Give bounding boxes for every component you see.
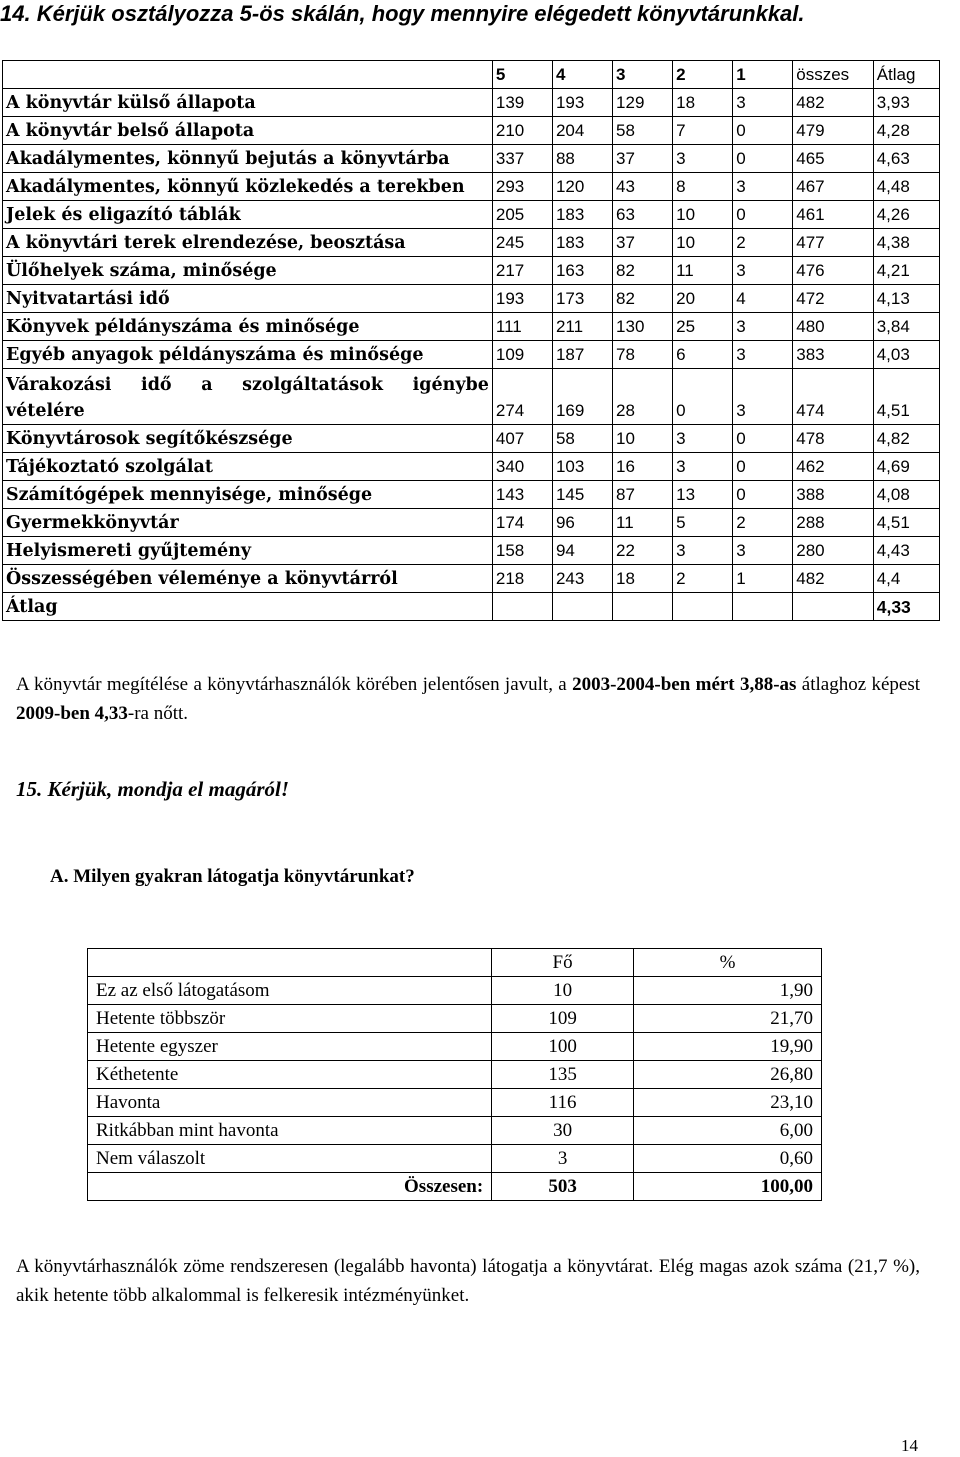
cell-value: 96 xyxy=(552,509,612,537)
frequency-count: 135 xyxy=(492,1061,634,1089)
column-header: Átlag xyxy=(873,61,939,89)
row-label-word: Várakozási xyxy=(6,375,112,395)
cell-value: 111 xyxy=(492,313,552,341)
cell-value: 18 xyxy=(613,565,673,593)
cell-value: 274 xyxy=(492,369,552,425)
cell-value: 18 xyxy=(673,89,733,117)
empty-cell xyxy=(733,593,793,621)
cell-value: 4,13 xyxy=(873,285,939,313)
cell-value: 210 xyxy=(492,117,552,145)
satisfaction-table-body xyxy=(3,61,940,621)
cell-value: 0 xyxy=(733,453,793,481)
cell-value: 37 xyxy=(613,145,673,173)
cell-value: 103 xyxy=(552,453,612,481)
cell-value: 1 xyxy=(733,565,793,593)
frequency-percent: 23,10 xyxy=(633,1089,821,1117)
row-label: Jelek és eligazító táblák xyxy=(3,201,493,229)
cell-value: 461 xyxy=(793,201,873,229)
frequency-paragraph: A könyvtárhasználók zöme rendszeresen (legalább havonta) látogatja a könyvtárat. Elég magas azok száma (21,7 %), akik hetente több alkalommal is felkeresik intézményünket. xyxy=(16,1256,920,1306)
cell-value: 2 xyxy=(733,229,793,257)
cell-value: 4,03 xyxy=(873,341,939,369)
cell-value: 211 xyxy=(552,313,612,341)
cell-value: 10 xyxy=(673,201,733,229)
cell-value: 383 xyxy=(793,341,873,369)
cell-value: 13 xyxy=(673,481,733,509)
question-14-heading: 14. Kérjük osztályozza 5-ös skálán, hogy mennyire elégedett könyvtárunkkal. xyxy=(0,1,805,26)
row-label: A könyvtár külső állapota xyxy=(3,89,493,117)
cell-value: 193 xyxy=(552,89,612,117)
cell-value: 337 xyxy=(492,145,552,173)
cell-value: 0 xyxy=(733,425,793,453)
cell-value: 158 xyxy=(492,537,552,565)
table-row xyxy=(3,229,940,257)
cell-value: 407 xyxy=(492,425,552,453)
frequency-label: Hetente egyszer xyxy=(88,1033,492,1061)
frequency-row xyxy=(88,977,822,1005)
table-row xyxy=(3,425,940,453)
frequency-percent: 0,60 xyxy=(633,1145,821,1173)
table-row xyxy=(3,341,940,369)
empty-cell xyxy=(673,593,733,621)
cell-value: 88 xyxy=(552,145,612,173)
header-fo: Fő xyxy=(492,949,634,977)
table-row xyxy=(3,145,940,173)
table-row xyxy=(3,285,940,313)
cell-value: 465 xyxy=(793,145,873,173)
cell-value: 476 xyxy=(793,257,873,285)
question-a-heading: A. Milyen gyakran látogatja könyvtárunkat? xyxy=(50,866,415,887)
cell-value: 3 xyxy=(673,145,733,173)
cell-value: 78 xyxy=(613,341,673,369)
column-header: 3 xyxy=(613,61,673,89)
cell-value: 482 xyxy=(793,89,873,117)
cell-value: 16 xyxy=(613,453,673,481)
frequency-label: Nem válaszolt xyxy=(88,1145,492,1173)
table-row xyxy=(3,117,940,145)
empty-cell xyxy=(613,593,673,621)
cell-value: 204 xyxy=(552,117,612,145)
row-label-line1 xyxy=(6,372,489,398)
cell-value: 218 xyxy=(492,565,552,593)
cell-value: 25 xyxy=(673,313,733,341)
table-row xyxy=(3,89,940,117)
table-row xyxy=(3,173,940,201)
column-header: összes xyxy=(793,61,873,89)
cell-value: 82 xyxy=(613,257,673,285)
cell-value: 3 xyxy=(733,313,793,341)
cell-value: 22 xyxy=(613,537,673,565)
cell-value: 472 xyxy=(793,285,873,313)
cell-value: 4,63 xyxy=(873,145,939,173)
cell-value: 340 xyxy=(492,453,552,481)
column-header: 5 xyxy=(492,61,552,89)
cell-value: 169 xyxy=(552,369,612,425)
cell-value: 4,48 xyxy=(873,173,939,201)
row-label: Akadálymentes, könnyű bejutás a könyvtárba xyxy=(3,145,493,173)
cell-value: 3 xyxy=(733,537,793,565)
para1-text-a: A könyvtár megítélése a könyvtárhasználók körében jelentősen javult, a xyxy=(16,674,573,695)
cell-value: 3,93 xyxy=(873,89,939,117)
frequency-count: 30 xyxy=(492,1117,634,1145)
frequency-percent: 26,80 xyxy=(633,1061,821,1089)
cell-value: 4,69 xyxy=(873,453,939,481)
row-label-line2: vételére xyxy=(6,401,85,421)
column-header: 2 xyxy=(673,61,733,89)
cell-value: 217 xyxy=(492,257,552,285)
frequency-count: 109 xyxy=(492,1005,634,1033)
cell-value: 245 xyxy=(492,229,552,257)
row-label: Számítógépek mennyisége, minősége xyxy=(3,481,493,509)
cell-value: 280 xyxy=(793,537,873,565)
cell-value: 462 xyxy=(793,453,873,481)
cell-value: 11 xyxy=(613,509,673,537)
total-percent: 100,00 xyxy=(633,1173,821,1201)
cell-value: 388 xyxy=(793,481,873,509)
total-label: Összesen: xyxy=(88,1173,492,1201)
cell-value: 20 xyxy=(673,285,733,313)
cell-value: 4,51 xyxy=(873,509,939,537)
cell-value: 183 xyxy=(552,229,612,257)
cell-value: 163 xyxy=(552,257,612,285)
cell-value: 5 xyxy=(673,509,733,537)
frequency-row xyxy=(88,1089,822,1117)
frequency-row xyxy=(88,1117,822,1145)
cell-value: 43 xyxy=(613,173,673,201)
empty-cell xyxy=(793,593,873,621)
frequency-row xyxy=(88,1145,822,1173)
column-header: 4 xyxy=(552,61,612,89)
frequency-total-row xyxy=(88,1173,822,1201)
cell-value: 4,28 xyxy=(873,117,939,145)
cell-value: 3 xyxy=(673,425,733,453)
frequency-count: 10 xyxy=(492,977,634,1005)
cell-value: 187 xyxy=(552,341,612,369)
cell-value: 3 xyxy=(733,369,793,425)
frequency-label: Ez az első látogatásom xyxy=(88,977,492,1005)
row-label: Ülőhelyek száma, minősége xyxy=(3,257,493,285)
cell-value: 478 xyxy=(793,425,873,453)
cell-value: 28 xyxy=(613,369,673,425)
cell-value: 6 xyxy=(673,341,733,369)
cell-value: 120 xyxy=(552,173,612,201)
cell-value: 193 xyxy=(492,285,552,313)
cell-value: 10 xyxy=(613,425,673,453)
cell-value: 130 xyxy=(613,313,673,341)
cell-value: 3 xyxy=(733,173,793,201)
row-label: Könyvtárosok segítőkészsége xyxy=(3,425,493,453)
frequency-count: 3 xyxy=(492,1145,634,1173)
cell-value: 4,43 xyxy=(873,537,939,565)
row-label: Egyéb anyagok példányszáma és minősége xyxy=(3,341,493,369)
cell-value: 0 xyxy=(733,481,793,509)
evaluation-paragraph xyxy=(16,670,920,728)
row-label xyxy=(3,369,493,425)
frequency-row xyxy=(88,1061,822,1089)
cell-value: 3 xyxy=(733,89,793,117)
row-label: A könyvtári terek elrendezése, beosztása xyxy=(3,229,493,257)
cell-value: 10 xyxy=(673,229,733,257)
row-label-word: a xyxy=(201,375,213,395)
para1-bold-a: 2003-2004-ben mért 3,88-as xyxy=(572,674,797,695)
question-15-heading: 15. Kérjük, mondja el magáról! xyxy=(16,777,290,801)
cell-value: 3 xyxy=(673,537,733,565)
para1-text-b: átlaghoz képest xyxy=(796,674,920,695)
table-header-row xyxy=(3,61,940,89)
cell-value: 94 xyxy=(552,537,612,565)
table-row xyxy=(3,201,940,229)
cell-value: 145 xyxy=(552,481,612,509)
para1-bold-b: 2009-ben 4,33 xyxy=(16,703,128,724)
cell-value: 4,51 xyxy=(873,369,939,425)
frequency-count: 100 xyxy=(492,1033,634,1061)
header-percent: % xyxy=(633,949,821,977)
page-number: 14 xyxy=(901,1436,918,1455)
cell-value: 4,38 xyxy=(873,229,939,257)
cell-value: 467 xyxy=(793,173,873,201)
frequency-header-row xyxy=(88,949,822,977)
cell-value: 474 xyxy=(793,369,873,425)
row-label-word: szolgáltatások xyxy=(242,375,383,395)
header-empty-cell xyxy=(88,949,492,977)
average-value: 4,33 xyxy=(873,593,939,621)
cell-value: 174 xyxy=(492,509,552,537)
cell-value: 37 xyxy=(613,229,673,257)
satisfaction-table xyxy=(2,60,940,621)
row-label-word: idő xyxy=(141,375,172,395)
cell-value: 3,84 xyxy=(873,313,939,341)
frequency-label: Ritkábban mint havonta xyxy=(88,1117,492,1145)
cell-value: 143 xyxy=(492,481,552,509)
cell-value: 205 xyxy=(492,201,552,229)
table-row xyxy=(3,453,940,481)
frequency-row xyxy=(88,1005,822,1033)
cell-value: 82 xyxy=(613,285,673,313)
row-label: Összességében véleménye a könyvtárról xyxy=(3,565,493,593)
column-header: 1 xyxy=(733,61,793,89)
average-row xyxy=(3,593,940,621)
row-label: Akadálymentes, könnyű közlekedés a terekben xyxy=(3,173,493,201)
row-label: Gyermekkönyvtár xyxy=(3,509,493,537)
table-row xyxy=(3,369,940,425)
table-row xyxy=(3,481,940,509)
cell-value: 87 xyxy=(613,481,673,509)
cell-value: 7 xyxy=(673,117,733,145)
cell-value: 3 xyxy=(733,341,793,369)
cell-value: 4 xyxy=(733,285,793,313)
frequency-percent: 1,90 xyxy=(633,977,821,1005)
header-empty-cell xyxy=(3,61,493,89)
frequency-percent: 21,70 xyxy=(633,1005,821,1033)
cell-value: 3 xyxy=(733,257,793,285)
cell-value: 58 xyxy=(552,425,612,453)
cell-value: 4,4 xyxy=(873,565,939,593)
cell-value: 109 xyxy=(492,341,552,369)
frequency-count: 116 xyxy=(492,1089,634,1117)
table-row xyxy=(3,509,940,537)
cell-value: 293 xyxy=(492,173,552,201)
cell-value: 2 xyxy=(673,565,733,593)
cell-value: 479 xyxy=(793,117,873,145)
empty-cell xyxy=(552,593,612,621)
row-label: Nyitvatartási idő xyxy=(3,285,493,313)
cell-value: 288 xyxy=(793,509,873,537)
average-label: Átlag xyxy=(3,593,493,621)
frequency-label: Hetente többször xyxy=(88,1005,492,1033)
cell-value: 63 xyxy=(613,201,673,229)
row-label: Könyvek példányszáma és minősége xyxy=(3,313,493,341)
table-row xyxy=(3,257,940,285)
table-row xyxy=(3,537,940,565)
empty-cell xyxy=(492,593,552,621)
cell-value: 8 xyxy=(673,173,733,201)
para1-text-c: -ra nőtt. xyxy=(127,703,189,724)
total-count: 503 xyxy=(492,1173,634,1201)
row-label: A könyvtár belső állapota xyxy=(3,117,493,145)
cell-value: 480 xyxy=(793,313,873,341)
cell-value: 0 xyxy=(733,117,793,145)
cell-value: 4,21 xyxy=(873,257,939,285)
visit-frequency-table-body xyxy=(88,949,822,1201)
cell-value: 4,82 xyxy=(873,425,939,453)
frequency-row xyxy=(88,1033,822,1061)
row-label-word: igénybe xyxy=(412,375,489,395)
cell-value: 4,26 xyxy=(873,201,939,229)
frequency-percent: 19,90 xyxy=(633,1033,821,1061)
cell-value: 11 xyxy=(673,257,733,285)
frequency-label: Havonta xyxy=(88,1089,492,1117)
cell-value: 0 xyxy=(733,201,793,229)
cell-value: 243 xyxy=(552,565,612,593)
table-row xyxy=(3,565,940,593)
cell-value: 482 xyxy=(793,565,873,593)
cell-value: 4,08 xyxy=(873,481,939,509)
frequency-percent: 6,00 xyxy=(633,1117,821,1145)
table-row xyxy=(3,313,940,341)
cell-value: 2 xyxy=(733,509,793,537)
cell-value: 173 xyxy=(552,285,612,313)
visit-frequency-table xyxy=(87,948,822,1201)
row-label: Tájékoztató szolgálat xyxy=(3,453,493,481)
cell-value: 129 xyxy=(613,89,673,117)
cell-value: 183 xyxy=(552,201,612,229)
cell-value: 0 xyxy=(733,145,793,173)
cell-value: 0 xyxy=(673,369,733,425)
frequency-label: Kéthetente xyxy=(88,1061,492,1089)
row-label: Helyismereti gyűjtemény xyxy=(3,537,493,565)
cell-value: 3 xyxy=(673,453,733,481)
cell-value: 139 xyxy=(492,89,552,117)
cell-value: 58 xyxy=(613,117,673,145)
cell-value: 477 xyxy=(793,229,873,257)
